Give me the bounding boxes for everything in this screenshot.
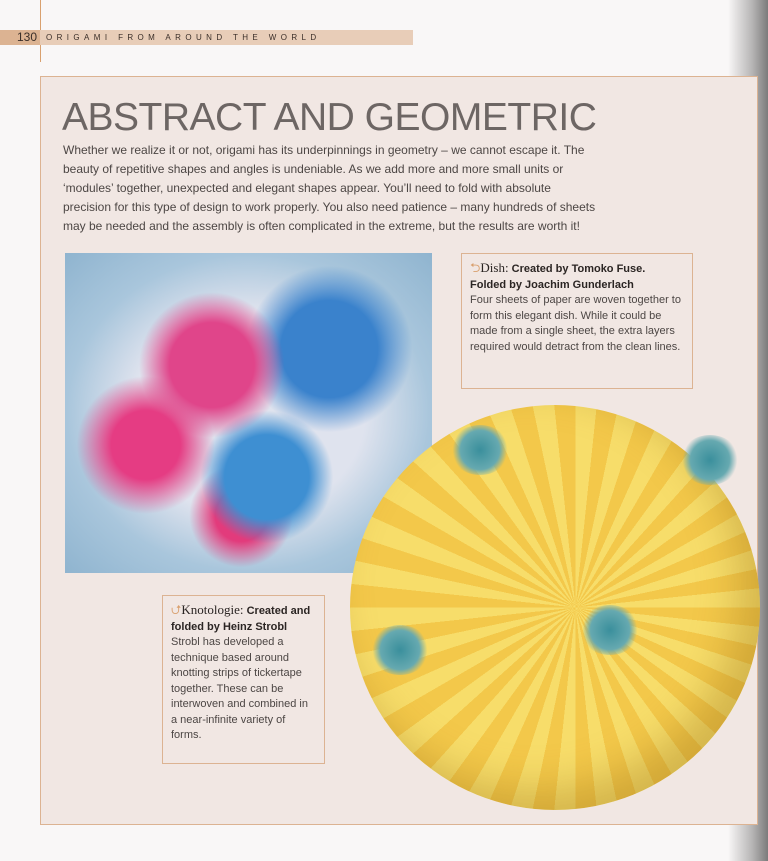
caption-text: Four sheets of paper are woven together to form this elegant dish. While it could be made from a single sheet, the extra layers required would detract from the clean lines. [470, 294, 681, 353]
intro-line: beauty of repetitive shapes and angles is undeniable. As we add more and more small units or [63, 162, 564, 176]
dish-caption [461, 253, 693, 389]
page-number: 130 [0, 30, 40, 45]
page-title: ABSTRACT AND GEOMETRIC [62, 96, 597, 139]
intro-line: precision for this type of design to work properly. You also need patience – many hundreds of sheets [63, 200, 596, 214]
caption-name: Knotologie: [181, 602, 244, 617]
knotologie-caption [162, 595, 325, 764]
intro-line: ‘modules’ together, unexpected and elegant shapes appear. You’ll need to fold with absolute [63, 181, 551, 195]
caption-text: Strobl has developed a technique based around knotting strips of tickertape together. These can be interwoven and combined in a near-infinite variety of forms. [171, 636, 308, 741]
knotologie-ball-photo [350, 405, 760, 810]
running-title: ORIGAMI FROM AROUND THE WORLD [46, 33, 321, 42]
origami-arrow-icon: ⮌ [470, 260, 481, 275]
intro-line: Whether we realize it or not, origami has its underpinnings in geometry – we cannot escape it. The [63, 143, 585, 157]
caption-heading: Created by Tomoko Fuse. Folded by Joachim Gunderlach [470, 263, 646, 291]
origami-arrow-icon: ⮍ [171, 602, 182, 617]
intro-line: may be needed and the assembly is often complicated in the extreme, but the results are worth it! [63, 219, 580, 233]
caption-heading: Created and folded by Heinz Strobl [171, 605, 311, 633]
intro-paragraph [63, 141, 595, 236]
caption-name: Dish: [480, 260, 509, 275]
